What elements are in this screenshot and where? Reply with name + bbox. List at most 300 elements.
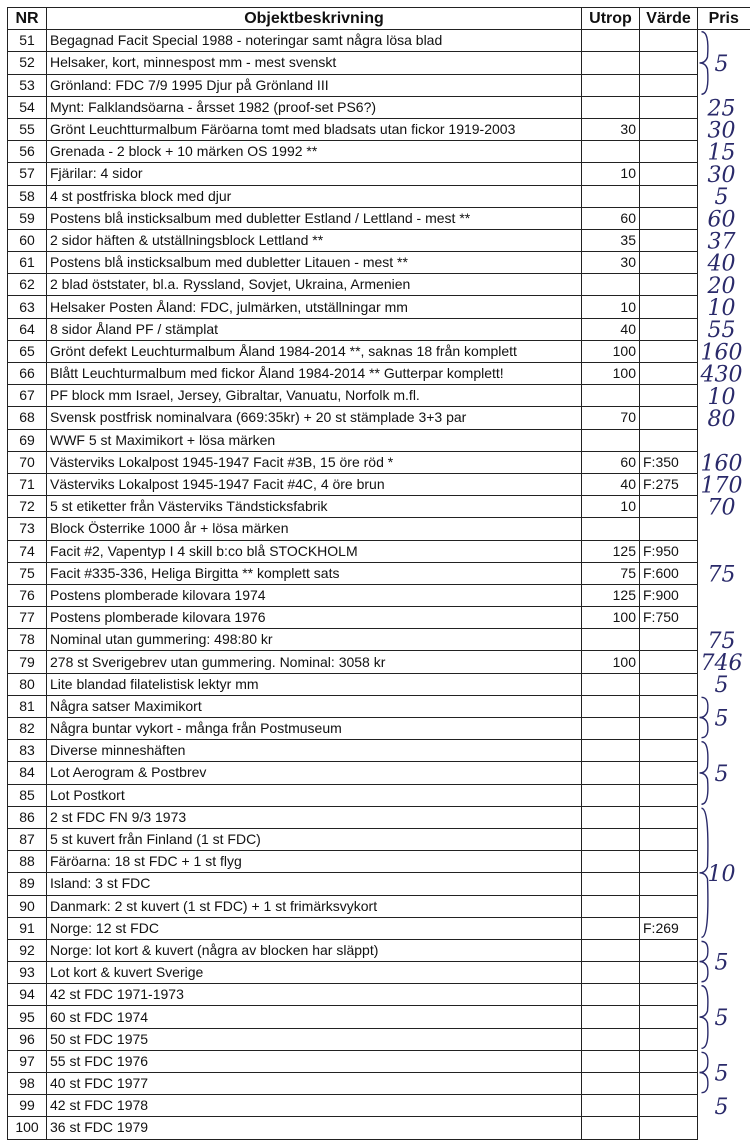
- handwritten-price: 80: [707, 406, 736, 432]
- lot-varde: [640, 828, 698, 850]
- header-nr: NR: [8, 8, 47, 30]
- lot-description: Nominal utan gummering: 498:80 kr: [47, 629, 582, 651]
- lot-utrop: [582, 873, 640, 895]
- lot-number: 99: [8, 1095, 47, 1117]
- table-row: [8, 895, 750, 917]
- table-row: [8, 1006, 750, 1028]
- table-row: [8, 74, 750, 96]
- lot-price-cell: [698, 762, 750, 784]
- lot-utrop: 70: [582, 407, 640, 429]
- lot-price-cell: [698, 629, 750, 651]
- lot-utrop: [582, 1117, 640, 1139]
- table-row: [8, 385, 750, 407]
- table-row: [8, 229, 750, 251]
- lot-description: Mynt: Falklandsöarna - årsset 1982 (proof-set PS6?): [47, 96, 582, 118]
- lot-utrop: [582, 984, 640, 1006]
- lot-utrop: [582, 141, 640, 163]
- handwritten-price: 75: [707, 628, 736, 654]
- lot-price-cell: [698, 207, 750, 229]
- lot-number: 88: [8, 851, 47, 873]
- lot-varde: [640, 1050, 698, 1072]
- lot-price-cell: [698, 429, 750, 451]
- lot-varde: [640, 673, 698, 695]
- table-row: [8, 851, 750, 873]
- lot-description: Island: 3 st FDC: [47, 873, 582, 895]
- handwritten-price: 10: [707, 384, 736, 410]
- lot-description: Lite blandad filatelistisk lektyr mm: [47, 673, 582, 695]
- lot-utrop: [582, 828, 640, 850]
- lot-price-cell: [698, 651, 750, 673]
- lot-utrop: [582, 917, 640, 939]
- lot-price-cell: [698, 52, 750, 74]
- lot-description: 278 st Sverigebrev utan gummering. Nominal: 3058 kr: [47, 651, 582, 673]
- lot-price-cell: [698, 1095, 750, 1117]
- lot-price-cell: [698, 318, 750, 340]
- lot-number: 80: [8, 673, 47, 695]
- handwritten-price: 746: [700, 651, 743, 677]
- lot-number: 60: [8, 229, 47, 251]
- handwritten-price: 10: [707, 861, 736, 887]
- lot-varde: [640, 1073, 698, 1095]
- table-row: [8, 873, 750, 895]
- lot-varde: F:269: [640, 917, 698, 939]
- lot-varde: [640, 296, 698, 318]
- table-row: [8, 274, 750, 296]
- lot-utrop: [582, 96, 640, 118]
- lot-utrop: [582, 1073, 640, 1095]
- lot-description: Danmark: 2 st kuvert (1 st FDC) + 1 st frimärksvykort: [47, 895, 582, 917]
- lot-varde: [640, 52, 698, 74]
- lot-description: 60 st FDC 1974: [47, 1006, 582, 1028]
- lot-description: Helsaker Posten Åland: FDC, julmärken, utställningar mm: [47, 296, 582, 318]
- lot-utrop: [582, 851, 640, 873]
- table-row: [8, 1028, 750, 1050]
- handwritten-price: 15: [707, 140, 736, 166]
- lot-utrop: [582, 1050, 640, 1072]
- lot-varde: [640, 718, 698, 740]
- lot-number: 100: [8, 1117, 47, 1139]
- lot-number: 97: [8, 1050, 47, 1072]
- auction-lot-table: [7, 7, 750, 1140]
- lot-varde: [640, 1095, 698, 1117]
- table-row: [8, 1095, 750, 1117]
- lot-varde: [640, 385, 698, 407]
- handwritten-price: 160: [700, 340, 743, 366]
- lot-number: 58: [8, 185, 47, 207]
- lot-utrop: [582, 1006, 640, 1028]
- lot-utrop: [582, 673, 640, 695]
- lot-price-cell: [698, 496, 750, 518]
- lot-description: 40 st FDC 1977: [47, 1073, 582, 1095]
- handwritten-price: 5: [714, 761, 729, 787]
- table-row: [8, 363, 750, 385]
- lot-price-cell: [698, 1050, 750, 1072]
- lot-number: 74: [8, 540, 47, 562]
- lot-varde: [640, 429, 698, 451]
- handwritten-price: 430: [700, 362, 743, 388]
- lot-utrop: 100: [582, 651, 640, 673]
- lot-price-cell: [698, 962, 750, 984]
- lot-price-cell: [698, 141, 750, 163]
- lot-number: 63: [8, 296, 47, 318]
- lot-utrop: [582, 806, 640, 828]
- lot-utrop: 30: [582, 118, 640, 140]
- lot-number: 96: [8, 1028, 47, 1050]
- lot-varde: [640, 30, 698, 52]
- lot-description: 8 sidor Åland PF / stämplat: [47, 318, 582, 340]
- lot-number: 85: [8, 784, 47, 806]
- table-row: [8, 828, 750, 850]
- handwritten-price: 5: [714, 185, 729, 211]
- table-row: [8, 1117, 750, 1139]
- lot-varde: [640, 962, 698, 984]
- handwritten-price: 5: [714, 706, 729, 732]
- lot-number: 89: [8, 873, 47, 895]
- lot-varde: [640, 163, 698, 185]
- lot-varde: F:600: [640, 562, 698, 584]
- handwritten-price: 70: [707, 495, 736, 521]
- lot-varde: F:350: [640, 451, 698, 473]
- table-row: [8, 562, 750, 584]
- lot-price-cell: [698, 74, 750, 96]
- lot-varde: [640, 185, 698, 207]
- lot-price-cell: [698, 895, 750, 917]
- lot-description: Grönland: FDC 7/9 1995 Djur på Grönland III: [47, 74, 582, 96]
- table-row: [8, 673, 750, 695]
- lot-price-cell: [698, 695, 750, 717]
- lot-price-cell: [698, 252, 750, 274]
- lot-utrop: [582, 629, 640, 651]
- lot-varde: [640, 229, 698, 251]
- handwritten-price: 160: [700, 451, 743, 477]
- lot-number: 87: [8, 828, 47, 850]
- lot-price-cell: [698, 806, 750, 828]
- lot-number: 93: [8, 962, 47, 984]
- handwritten-price: 75: [707, 562, 736, 588]
- header-row: [8, 8, 750, 30]
- lot-varde: [640, 318, 698, 340]
- lot-number: 64: [8, 318, 47, 340]
- lot-number: 91: [8, 917, 47, 939]
- lot-price-cell: [698, 96, 750, 118]
- lot-varde: [640, 1117, 698, 1139]
- lot-description: Lot Postkort: [47, 784, 582, 806]
- handwritten-price: 60: [707, 207, 736, 233]
- table-row: [8, 651, 750, 673]
- lot-number: 54: [8, 96, 47, 118]
- lot-price-cell: [698, 473, 750, 495]
- lot-varde: [640, 651, 698, 673]
- lot-price-cell: [698, 340, 750, 362]
- lot-number: 81: [8, 695, 47, 717]
- lot-description: Postens plomberade kilovara 1976: [47, 607, 582, 629]
- lot-utrop: [582, 274, 640, 296]
- lot-varde: [640, 629, 698, 651]
- lot-description: Grönt defekt Leuchturmalbum Åland 1984-2014 **, saknas 18 från komplett: [47, 340, 582, 362]
- lot-varde: F:275: [640, 473, 698, 495]
- lot-varde: [640, 274, 698, 296]
- lot-utrop: 75: [582, 562, 640, 584]
- table-row: [8, 784, 750, 806]
- lot-description: Diverse minneshäften: [47, 740, 582, 762]
- lot-price-cell: [698, 851, 750, 873]
- lot-number: 55: [8, 118, 47, 140]
- lot-varde: [640, 1006, 698, 1028]
- lot-varde: [640, 74, 698, 96]
- lot-varde: [640, 363, 698, 385]
- lot-varde: [640, 141, 698, 163]
- lot-price-cell: [698, 917, 750, 939]
- lot-varde: F:750: [640, 607, 698, 629]
- lot-utrop: [582, 1028, 640, 1050]
- lot-utrop: 100: [582, 363, 640, 385]
- lot-number: 78: [8, 629, 47, 651]
- lot-number: 57: [8, 163, 47, 185]
- lot-varde: [640, 695, 698, 717]
- lot-utrop: [582, 718, 640, 740]
- table-row: [8, 917, 750, 939]
- lot-utrop: 100: [582, 340, 640, 362]
- lot-varde: [640, 939, 698, 961]
- lot-price-cell: [698, 163, 750, 185]
- lot-number: 65: [8, 340, 47, 362]
- lot-description: Postens plomberade kilovara 1974: [47, 584, 582, 606]
- table-row: [8, 207, 750, 229]
- lot-price-cell: [698, 607, 750, 629]
- lot-description: Västerviks Lokalpost 1945-1947 Facit #4C, 4 öre brun: [47, 473, 582, 495]
- table-row: [8, 939, 750, 961]
- header-pris: Pris: [698, 8, 750, 30]
- table-row: [8, 806, 750, 828]
- handwritten-price: 30: [707, 118, 736, 144]
- table-row: [8, 962, 750, 984]
- lot-utrop: [582, 740, 640, 762]
- lot-description: Facit #335-336, Heliga Birgitta ** komplett sats: [47, 562, 582, 584]
- lot-number: 59: [8, 207, 47, 229]
- lot-price-cell: [698, 451, 750, 473]
- lot-utrop: 10: [582, 163, 640, 185]
- lot-utrop: 35: [582, 229, 640, 251]
- lot-description: 36 st FDC 1979: [47, 1117, 582, 1139]
- table-row: [8, 695, 750, 717]
- lot-utrop: 125: [582, 584, 640, 606]
- lot-varde: [640, 518, 698, 540]
- lot-price-cell: [698, 984, 750, 1006]
- lot-varde: F:950: [640, 540, 698, 562]
- table-row: [8, 52, 750, 74]
- lot-number: 66: [8, 363, 47, 385]
- table-row: [8, 584, 750, 606]
- table-row: [8, 163, 750, 185]
- table-row: [8, 762, 750, 784]
- lot-varde: [640, 740, 698, 762]
- lot-utrop: 100: [582, 607, 640, 629]
- lot-description: Västerviks Lokalpost 1945-1947 Facit #3B, 15 öre röd *: [47, 451, 582, 473]
- table-row: [8, 718, 750, 740]
- lot-number: 83: [8, 740, 47, 762]
- lot-number: 71: [8, 473, 47, 495]
- lot-utrop: [582, 385, 640, 407]
- lot-utrop: [582, 52, 640, 74]
- lot-price-cell: [698, 1006, 750, 1028]
- lot-utrop: [582, 1095, 640, 1117]
- lot-number: 61: [8, 252, 47, 274]
- lot-varde: [640, 984, 698, 1006]
- lot-number: 77: [8, 607, 47, 629]
- lot-description: Postens blå insticksalbum med dubletter Estland / Lettland - mest **: [47, 207, 582, 229]
- table-row: [8, 141, 750, 163]
- lot-price-cell: [698, 229, 750, 251]
- lot-rows: [8, 30, 750, 1139]
- table-row: [8, 429, 750, 451]
- table-row: [8, 96, 750, 118]
- lot-price-cell: [698, 540, 750, 562]
- lot-number: 72: [8, 496, 47, 518]
- lot-description: Block Österrike 1000 år + lösa märken: [47, 518, 582, 540]
- lot-utrop: [582, 185, 640, 207]
- lot-utrop: [582, 784, 640, 806]
- table-row: [8, 1073, 750, 1095]
- table-row: [8, 407, 750, 429]
- table-row: [8, 30, 750, 52]
- lot-utrop: 60: [582, 207, 640, 229]
- table-row: [8, 252, 750, 274]
- table-row: [8, 740, 750, 762]
- lot-varde: [640, 851, 698, 873]
- lot-description: Några satser Maximikort: [47, 695, 582, 717]
- lot-description: 4 st postfriska block med djur: [47, 185, 582, 207]
- lot-description: 2 st FDC FN 9/3 1973: [47, 806, 582, 828]
- lot-price-cell: [698, 673, 750, 695]
- lot-number: 70: [8, 451, 47, 473]
- table-row: [8, 984, 750, 1006]
- lot-description: Lot Aerogram & Postbrev: [47, 762, 582, 784]
- handwritten-price: 5: [714, 51, 729, 77]
- lot-price-cell: [698, 1028, 750, 1050]
- lot-utrop: [582, 518, 640, 540]
- lot-varde: [640, 252, 698, 274]
- lot-description: WWF 5 st Maximikort + lösa märken: [47, 429, 582, 451]
- handwritten-price: 30: [707, 162, 736, 188]
- lot-varde: [640, 806, 698, 828]
- lot-utrop: [582, 74, 640, 96]
- lot-description: 2 sidor häften & utställningsblock Lettland **: [47, 229, 582, 251]
- lot-number: 73: [8, 518, 47, 540]
- lot-description: Grönt Leuchtturmalbum Färöarna tomt med bladsats utan fickor 1919-2003: [47, 118, 582, 140]
- lot-number: 53: [8, 74, 47, 96]
- lot-number: 86: [8, 806, 47, 828]
- lot-price-cell: [698, 296, 750, 318]
- lot-varde: [640, 340, 698, 362]
- lot-description: Blått Leuchturmalbum med fickor Åland 1984-2014 ** Gutterpar komplett!: [47, 363, 582, 385]
- lot-utrop: [582, 30, 640, 52]
- lot-utrop: 60: [582, 451, 640, 473]
- lot-price-cell: [698, 584, 750, 606]
- lot-utrop: [582, 895, 640, 917]
- lot-description: Facit #2, Vapentyp I 4 skill b:co blå STOCKHOLM: [47, 540, 582, 562]
- lot-price-cell: [698, 1073, 750, 1095]
- lot-number: 62: [8, 274, 47, 296]
- lot-description: Färöarna: 18 st FDC + 1 st flyg: [47, 851, 582, 873]
- lot-varde: [640, 496, 698, 518]
- lot-price-cell: [698, 784, 750, 806]
- table-row: [8, 629, 750, 651]
- table-row: [8, 540, 750, 562]
- lot-description: 42 st FDC 1971-1973: [47, 984, 582, 1006]
- lot-price-cell: [698, 562, 750, 584]
- lot-utrop: [582, 429, 640, 451]
- lot-utrop: 40: [582, 473, 640, 495]
- handwritten-price: 55: [707, 318, 736, 344]
- table-row: [8, 473, 750, 495]
- lot-utrop: 125: [582, 540, 640, 562]
- lot-number: 90: [8, 895, 47, 917]
- lot-number: 92: [8, 939, 47, 961]
- lot-number: 98: [8, 1073, 47, 1095]
- lot-price-cell: [698, 185, 750, 207]
- table-row: [8, 296, 750, 318]
- table-row: [8, 340, 750, 362]
- lot-number: 69: [8, 429, 47, 451]
- lot-price-cell: [698, 407, 750, 429]
- lot-description: Några buntar vykort - många från Postmuseum: [47, 718, 582, 740]
- lot-description: Lot kort & kuvert Sverige: [47, 962, 582, 984]
- lot-description: 55 st FDC 1976: [47, 1050, 582, 1072]
- lot-price-cell: [698, 363, 750, 385]
- lot-varde: [640, 873, 698, 895]
- header-varde: Värde: [640, 8, 698, 30]
- handwritten-price: 40: [707, 251, 736, 277]
- lot-utrop: 40: [582, 318, 640, 340]
- lot-number: 75: [8, 562, 47, 584]
- lot-description: Begagnad Facit Special 1988 - noteringar samt några lösa blad: [47, 30, 582, 52]
- lot-description: Fjärilar: 4 sidor: [47, 163, 582, 185]
- handwritten-price: 5: [714, 1061, 729, 1087]
- lot-price-cell: [698, 718, 750, 740]
- lot-price-cell: [698, 518, 750, 540]
- lot-number: 51: [8, 30, 47, 52]
- lot-description: 5 st etiketter från Västerviks Tändsticksfabrik: [47, 496, 582, 518]
- table-row: [8, 496, 750, 518]
- header-description: Objektbeskrivning: [47, 8, 582, 30]
- lot-utrop: 30: [582, 252, 640, 274]
- lot-varde: [640, 118, 698, 140]
- lot-number: 82: [8, 718, 47, 740]
- lot-description: 50 st FDC 1975: [47, 1028, 582, 1050]
- lot-description: Norge: lot kort & kuvert (några av blocken har släppt): [47, 939, 582, 961]
- handwritten-price: 10: [707, 296, 736, 322]
- lot-description: 42 st FDC 1978: [47, 1095, 582, 1117]
- table-row: [8, 318, 750, 340]
- table-row: [8, 518, 750, 540]
- lot-description: 2 blad öststater, bl.a. Ryssland, Sovjet, Ukraina, Armenien: [47, 274, 582, 296]
- lot-utrop: [582, 695, 640, 717]
- table-row: [8, 607, 750, 629]
- lot-price-cell: [698, 1117, 750, 1139]
- lot-varde: [640, 784, 698, 806]
- table-row: [8, 1050, 750, 1072]
- lot-utrop: [582, 939, 640, 961]
- lot-price-cell: [698, 118, 750, 140]
- lot-number: 56: [8, 141, 47, 163]
- lot-number: 84: [8, 762, 47, 784]
- lot-varde: [640, 207, 698, 229]
- lot-description: Postens blå insticksalbum med dubletter Litauen - mest **: [47, 252, 582, 274]
- lot-number: 95: [8, 1006, 47, 1028]
- lot-price-cell: [698, 873, 750, 895]
- handwritten-price: 5: [714, 1094, 729, 1120]
- lot-number: 52: [8, 52, 47, 74]
